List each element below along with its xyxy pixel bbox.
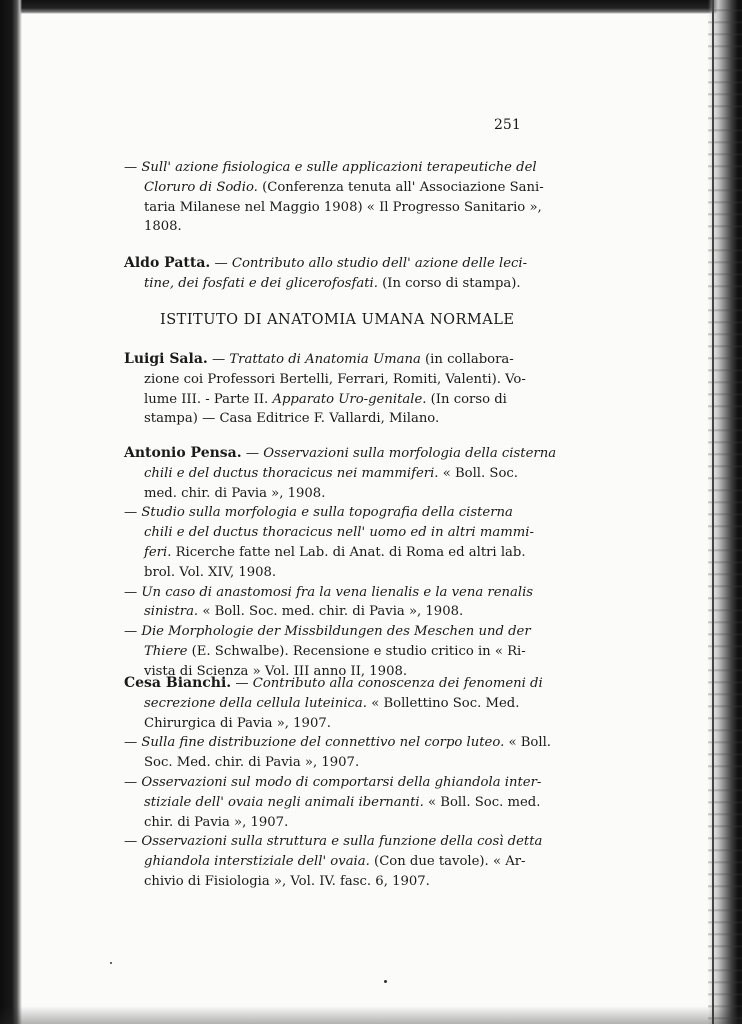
entry-title: stiziale dell' ovaia negli animali ibernanti. [144,794,424,810]
entry-title: Osservazioni sulla struttura e sulla funzione della così detta [141,834,543,850]
entry-text: Chirurgica di Pavia », 1907. [144,715,331,731]
entry-title: Trattato di Anatomia Umana [229,352,421,367]
entry-title: secrezione della cellula luteinica. [144,695,367,711]
entry-title: Sull' azione fisiologica e sulle applicazioni terapeutiche del [141,160,537,175]
entry-dash: — [214,256,228,271]
entry-title: Contributo allo studio dell' azione delle leci- [231,256,528,271]
scan-top-border [0,0,742,14]
entry-text: « Boll. Soc. med. [428,794,541,810]
entry-text: « Boll. Soc. med. chir. di Pavia », 1908. [202,604,464,620]
author-name: Aldo Patta. [124,255,211,271]
entry-title: Osservazioni sulla morfologia della cisterna [263,446,557,461]
entry-dash: — [124,505,138,521]
entry-text: « Boll. Soc. [442,465,518,481]
entry-title: Sulla fine distribuzione del connettivo nel corpo luteo. [141,735,505,751]
entry-text: (Conferenza tenuta all' Associazione Sani- [262,179,544,195]
entry-title: tine, dei fosfati e dei glicerofosfati. [144,275,378,291]
section-heading: ISTITUTO DI ANATOMIA UMANA NORMALE [160,312,515,328]
entry-title: Osservazioni sul modo di comportarsi della ghiandola inter- [141,774,542,790]
entry-text: lume III. - Parte II. [144,391,269,407]
entry-dash: — [124,834,138,850]
entry-dash: — [124,735,138,751]
author-name: Antonio Pensa. [124,445,242,461]
bibliography-entry [124,254,534,294]
entry-text: stampa) — Casa Editrice F. Vallardi, Milano. [144,411,440,427]
entry-title: sinistra. [144,604,199,620]
bibliography-entry [124,444,557,682]
entry-title: Un caso di anastomosi fra la vena lienalis e la vena renalis [141,584,534,600]
author-name: Luigi Sala. [124,351,208,367]
entry-text: (in collabora- [425,352,514,367]
author-name: Cesa Bianchi. [124,675,232,691]
entry-title: Thiere [144,643,188,659]
entry-dash: — [211,352,226,367]
entry-text: brol. Vol. XIV, 1908. [144,564,277,580]
scan-bottom-smudge [0,1006,742,1024]
entry-dash: — [124,774,138,790]
bibliography-entry [124,350,534,429]
entry-text: (In corso di stampa). [382,275,521,291]
entry-dash: — [124,584,138,600]
entry-text: 1808. [144,219,182,235]
entry-text: « Bollettino Soc. Med. [371,695,520,711]
entry-text: vista di Scienza » Vol. III anno II, 1908. [144,663,408,679]
entry-text: « Boll. [508,735,551,751]
entry-dash: — [124,160,138,175]
entry-title: chili e del ductus thoracicus nei mammiferi. [144,465,439,481]
entry-dash: — [235,676,249,691]
entry-title: feri. [144,544,172,560]
entry-title: chili e del ductus thoracicus nell' uomo ed in altri mammi- [144,525,534,541]
entry-text: med. chir. di Pavia », 1908. [144,485,326,501]
entry-text: zione coi Professori Bertelli, Ferrari, Romiti, Valenti). Vo- [144,371,526,387]
entry-text: chivio di Fisiologia », Vol. IV. fasc. 6, 1907. [144,873,430,889]
entry-dash: — [245,446,260,461]
entry-title: Studio sulla morfologia e sulla topografia della cisterna [141,505,513,521]
scan-fold-line [712,0,714,1024]
scan-left-border [0,0,22,1024]
scan-speck [384,980,387,983]
bibliography-entry [124,674,551,892]
bibliography-entry [124,158,544,237]
entry-title: Apparato Uro-genitale. [272,391,427,407]
entry-title: ghiandola interstiziale dell' ovaia. [144,854,370,870]
scan-speck [110,962,112,964]
entry-text: Soc. Med. chir. di Pavia », 1907. [144,755,360,771]
entry-text: Ricerche fatte nel Lab. di Anat. di Roma ed altri lab. [175,544,526,560]
page-number: 251 [494,117,521,133]
entry-text: (In corso di [430,391,507,407]
entry-title: Contributo alla conoscenza dei fenomeni di [252,676,543,691]
entry-dash: — [124,624,138,640]
entry-title: Die Morphologie der Missbildungen des Meschen und der [141,624,531,640]
entry-text: (E. Schwalbe). Recensione e studio critico in « Ri- [191,643,526,659]
entry-text: taria Milanese nel Maggio 1908) « Il Progresso Sanitario », [144,199,542,215]
entry-text: chir. di Pavia », 1907. [144,814,289,830]
entry-text: (Con due tavole). « Ar- [374,854,526,870]
entry-title: Cloruro di Sodio. [144,179,258,195]
